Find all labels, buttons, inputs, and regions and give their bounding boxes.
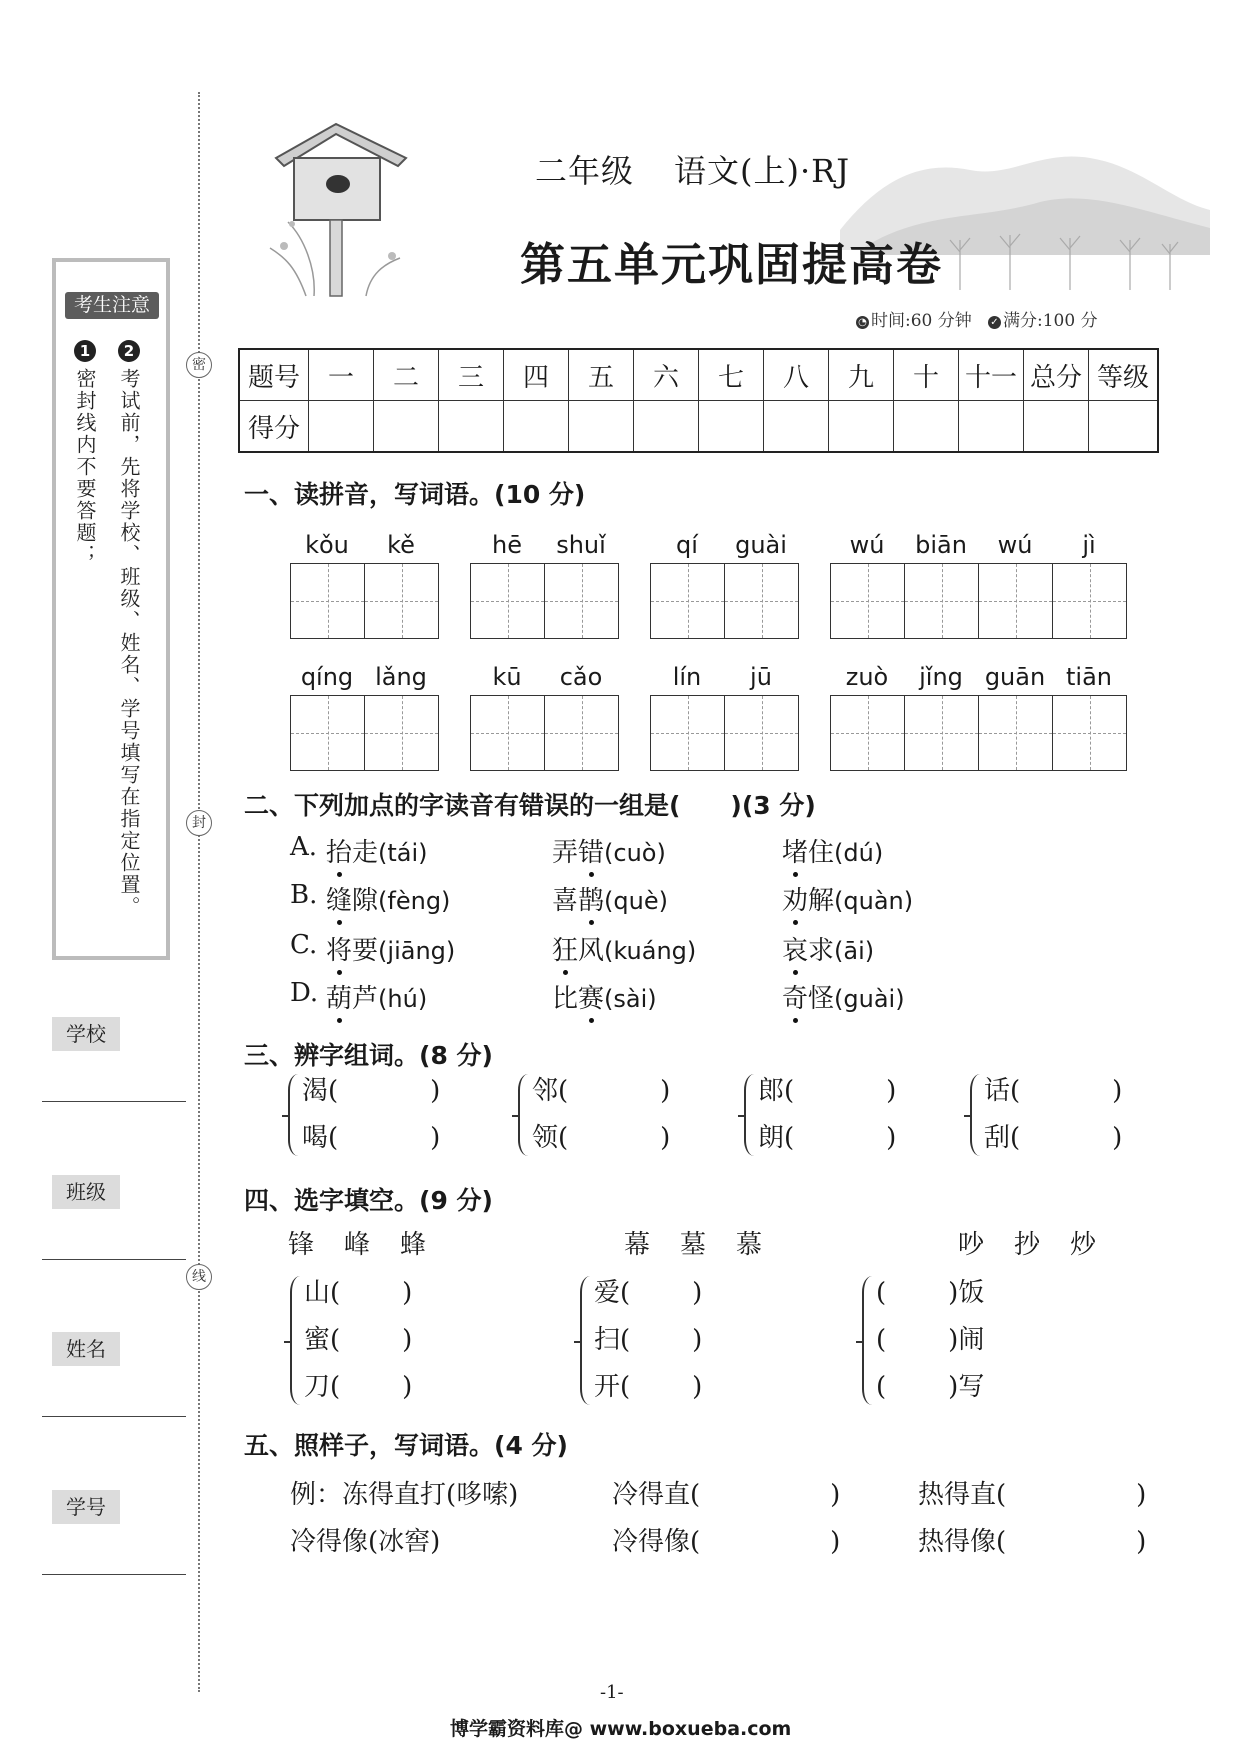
q5-points: (4 分) <box>494 1431 568 1460</box>
school-label: 学校 <box>52 1017 120 1051</box>
q3-char: 话 <box>984 1076 1011 1106</box>
writing-box[interactable] <box>365 696 439 770</box>
writing-box[interactable] <box>651 696 725 770</box>
q4-heading <box>244 1181 493 1217</box>
writing-box[interactable] <box>979 564 1053 638</box>
pinyin-reading: (fèng) <box>378 887 451 915</box>
word-suffix: 求 <box>808 936 835 966</box>
q1-title: 一、读拼音，写词语。 <box>244 480 495 509</box>
score-cell[interactable] <box>699 401 764 453</box>
pinyin-group <box>650 659 799 771</box>
score-cell[interactable] <box>1089 401 1159 453</box>
q2-word <box>782 832 883 869</box>
score-cell[interactable] <box>764 401 829 453</box>
class-field[interactable] <box>42 1259 186 1260</box>
q3-blank[interactable] <box>518 1068 670 1115</box>
notice-number-2: 2 <box>118 340 140 362</box>
school-field[interactable] <box>42 1101 186 1102</box>
candidate-char: 炒 <box>1070 1230 1097 1260</box>
score-table-score-row <box>239 401 1158 453</box>
word-prefix: 弄 <box>552 838 579 868</box>
close-paren: ) <box>886 1076 897 1106</box>
q2-word <box>552 880 668 917</box>
footer-site: 博学霸资料库@ www.boxueba.com <box>450 1718 792 1740</box>
pinyin-group <box>290 527 439 639</box>
q3-points: (8 分) <box>419 1041 493 1070</box>
q2-word <box>326 880 450 917</box>
open-paren: ( <box>558 1076 569 1106</box>
writing-box[interactable] <box>545 696 619 770</box>
dotted-char: 奇 <box>782 984 809 1014</box>
seal-mark-xian: 线 <box>186 1264 212 1290</box>
q3-blank[interactable] <box>970 1115 1122 1162</box>
notice-text-2: 考试前，先将学校、班级、姓名、学号填写在指定位置。 <box>117 368 141 918</box>
word-suffix: 风 <box>578 936 605 966</box>
q4-blank[interactable]: 山( ) <box>304 1278 413 1308</box>
word-prefix: 喜 <box>552 886 579 916</box>
q2-word <box>552 832 666 869</box>
writing-box[interactable] <box>905 564 979 638</box>
q3-char: 刮 <box>984 1123 1011 1153</box>
q2-option-label[interactable]: A. <box>290 832 318 862</box>
pinyin-group <box>290 659 439 771</box>
candidate-char: 蜂 <box>400 1230 427 1260</box>
dotted-char: 错 <box>578 838 605 868</box>
pinyin-label: kě <box>387 531 415 559</box>
q2-word <box>326 832 428 869</box>
open-paren: ( <box>784 1076 795 1106</box>
q3-char: 朗 <box>758 1123 785 1153</box>
close-paren: ) <box>1112 1123 1123 1153</box>
q3-char: 喝 <box>302 1123 329 1153</box>
notice-item-2 <box>116 340 142 922</box>
q2-word <box>326 930 455 967</box>
q3-blank[interactable] <box>744 1068 896 1115</box>
dotted-char: 将 <box>326 936 353 966</box>
score-header-cell: 题号 <box>239 349 309 401</box>
q4-blank[interactable]: ( )闹 <box>876 1325 985 1355</box>
writing-box[interactable] <box>905 696 979 770</box>
candidate-char: 幕 <box>624 1230 651 1260</box>
open-paren: ( <box>328 1123 339 1153</box>
pinyin-group <box>830 659 1127 771</box>
score-header-cell: 二 <box>374 349 439 401</box>
pinyin-reading: (dú) <box>834 839 884 867</box>
q4-candidate-chars <box>288 1224 456 1261</box>
pinyin-reading: (sài) <box>604 985 657 1013</box>
score-table <box>238 348 1159 453</box>
q5-blank[interactable]: 热得直( ) <box>918 1480 1147 1510</box>
clock-icon: ◔ <box>856 316 869 329</box>
q4-char: 刀 <box>304 1372 331 1402</box>
open-paren: ( <box>558 1123 569 1153</box>
q3-pair <box>744 1068 896 1162</box>
pinyin-label: tiān <box>1066 663 1112 691</box>
q3-blank[interactable] <box>288 1068 440 1115</box>
candidate-char: 墓 <box>680 1230 707 1260</box>
q4-candidate-chars <box>624 1224 792 1261</box>
dotted-char: 鹊 <box>578 886 605 916</box>
close-paren: ) <box>1112 1076 1123 1106</box>
q4-blank[interactable]: 刀( ) <box>304 1372 413 1402</box>
q5-blank[interactable]: 冷得直( ) <box>612 1480 841 1510</box>
pinyin-group <box>650 527 799 639</box>
word-suffix: 要 <box>352 936 379 966</box>
writing-box[interactable] <box>471 696 545 770</box>
writing-box[interactable] <box>725 696 799 770</box>
brace-icon <box>862 1276 874 1405</box>
student-id-label: 学号 <box>52 1490 120 1524</box>
word-suffix: 怪 <box>808 984 835 1014</box>
candidate-char: 慕 <box>736 1230 763 1260</box>
brace-icon <box>288 1074 300 1156</box>
student-id-field[interactable] <box>42 1574 186 1575</box>
pinyin-label: guài <box>735 531 787 559</box>
score-cell[interactable] <box>829 401 894 453</box>
pinyin-label: jì <box>1082 531 1096 559</box>
score-row-label: 得分 <box>239 401 309 453</box>
pinyin-label: wú <box>849 531 885 559</box>
brace-icon <box>518 1074 530 1156</box>
q2-option-label[interactable]: C. <box>290 930 318 960</box>
score-cell[interactable] <box>894 401 959 453</box>
q2-word <box>782 930 874 967</box>
q4-blank[interactable]: ( )写 <box>876 1372 985 1402</box>
q4-char: 蜜 <box>304 1325 331 1355</box>
q2-option-label[interactable]: B. <box>290 880 318 910</box>
writing-box[interactable] <box>1053 696 1127 770</box>
pinyin-reading: (āi) <box>834 937 875 965</box>
q3-pair <box>970 1068 1122 1162</box>
pinyin-label: qíng <box>300 663 354 691</box>
q4-candidate-chars <box>958 1224 1126 1261</box>
q3-char: 领 <box>532 1123 559 1153</box>
q2-heading <box>244 786 816 822</box>
dotted-char: 抬 <box>326 838 353 868</box>
score-header-cell: 八 <box>764 349 829 401</box>
pinyin-label: guān <box>984 663 1046 691</box>
score-header-cell: 十 <box>894 349 959 401</box>
q4-group <box>862 1270 984 1411</box>
name-label: 姓名 <box>52 1332 120 1366</box>
dotted-char: 缝 <box>326 886 353 916</box>
score-header-cell: 五 <box>569 349 634 401</box>
notice-title: 考生注意 <box>65 292 159 319</box>
q3-blank[interactable] <box>970 1068 1122 1115</box>
score-header-cell: 七 <box>699 349 764 401</box>
close-paren: ) <box>660 1076 671 1106</box>
score-cell[interactable] <box>634 401 699 453</box>
q4-char: 山 <box>304 1278 331 1308</box>
q5-heading <box>244 1426 568 1462</box>
dotted-char: 哀 <box>782 936 809 966</box>
exam-info <box>856 306 1098 331</box>
writing-box[interactable] <box>831 564 905 638</box>
writing-box[interactable] <box>291 564 365 638</box>
score-table-header-row <box>239 349 1158 401</box>
score-cell[interactable] <box>309 401 374 453</box>
q5-blank[interactable]: 冷得像( ) <box>612 1527 841 1557</box>
q5-prompt: 冷得像 <box>612 1527 691 1557</box>
q2-word <box>326 978 427 1015</box>
grade-label: 二年级 <box>535 152 635 190</box>
pinyin-label: cǎo <box>559 663 603 691</box>
score-cell[interactable] <box>1024 401 1089 453</box>
q4-char: 爱 <box>594 1278 621 1308</box>
grade-subject-line <box>535 146 850 192</box>
q4-blank[interactable]: 蜜( ) <box>304 1325 413 1355</box>
page-title: 第五单元巩固提高卷 <box>520 238 944 291</box>
notice-text-1: 密封线内不要答题； <box>73 368 97 566</box>
brace-icon <box>970 1074 982 1156</box>
q1-points: (10 分) <box>494 480 586 509</box>
score-header-cell: 六 <box>634 349 699 401</box>
word-suffix: 解 <box>808 886 835 916</box>
q4-blank[interactable]: ( )饭 <box>876 1278 985 1308</box>
brace-icon <box>290 1276 302 1405</box>
pinyin-label: lǎng <box>375 663 427 691</box>
score-cell[interactable] <box>504 401 569 453</box>
writing-box[interactable] <box>831 696 905 770</box>
q5-example-1: 例：冻得直打(哆嗦) <box>290 1480 519 1510</box>
word-prefix: 比 <box>552 984 579 1014</box>
pinyin-label: lín <box>672 663 702 691</box>
close-paren: ) <box>430 1076 441 1106</box>
pinyin-label: wú <box>997 531 1033 559</box>
q5-prompt: 热得像 <box>918 1527 997 1557</box>
word-suffix: 走 <box>352 838 379 868</box>
q5-title: 五、照样子，写词语。 <box>244 1431 495 1460</box>
writing-box[interactable] <box>545 564 619 638</box>
pinyin-reading: (quàn) <box>834 887 914 915</box>
q4-group <box>290 1270 412 1411</box>
score-header-cell: 九 <box>829 349 894 401</box>
score-cell[interactable] <box>959 401 1024 453</box>
q4-char: 写 <box>958 1372 985 1402</box>
open-paren: ( <box>328 1076 339 1106</box>
pinyin-label: jū <box>750 663 772 691</box>
writing-box[interactable] <box>979 696 1053 770</box>
score-cell[interactable] <box>439 401 504 453</box>
pinyin-label: hē <box>492 531 522 559</box>
pinyin-group <box>470 659 619 771</box>
notice-number-1: 1 <box>74 340 96 362</box>
candidate-char: 吵 <box>958 1230 985 1260</box>
q3-char: 郎 <box>758 1076 785 1106</box>
score-header-cell: 十一 <box>959 349 1024 401</box>
score-header-cell: 总分 <box>1024 349 1089 401</box>
pinyin-reading: (kuáng) <box>604 937 697 965</box>
q3-title: 三、辨字组词。 <box>244 1041 420 1070</box>
dotted-char: 赛 <box>578 984 605 1014</box>
pinyin-reading: (tái) <box>378 839 428 867</box>
name-field[interactable] <box>42 1416 186 1417</box>
pinyin-group <box>830 527 1127 639</box>
q3-pair <box>518 1068 670 1162</box>
q3-char: 邻 <box>532 1076 559 1106</box>
q3-blank[interactable] <box>518 1115 670 1162</box>
score-header-cell: 等级 <box>1089 349 1159 401</box>
q2-title: 二、下列加点的字读音有错误的一组是( ) <box>244 791 742 820</box>
q3-heading <box>244 1036 493 1072</box>
open-paren: ( <box>784 1123 795 1153</box>
score-header-cell: 一 <box>309 349 374 401</box>
writing-box[interactable] <box>725 564 799 638</box>
q3-pair <box>288 1068 440 1162</box>
brace-icon <box>580 1276 592 1405</box>
seal-line <box>198 92 200 1692</box>
score-cell[interactable] <box>569 401 634 453</box>
open-paren: ( <box>1010 1076 1021 1106</box>
word-suffix: 芦 <box>352 984 379 1014</box>
pinyin-reading: (cuò) <box>604 839 666 867</box>
pinyin-label: jǐng <box>919 663 963 691</box>
writing-box[interactable] <box>291 696 365 770</box>
writing-box[interactable] <box>651 564 725 638</box>
q2-word <box>552 930 696 967</box>
q5-prompt: 冷得直 <box>612 1480 691 1510</box>
q5-blank[interactable]: 热得像( ) <box>918 1527 1147 1557</box>
brace-icon <box>744 1074 756 1156</box>
time-limit: 时间:60 分钟 <box>871 311 972 331</box>
check-icon: ✓ <box>988 316 1001 329</box>
pinyin-label: biān <box>915 531 967 559</box>
dotted-char: 狂 <box>552 936 579 966</box>
q2-points: (3 分) <box>741 791 816 820</box>
q4-char: 闹 <box>958 1325 985 1355</box>
q2-word <box>552 978 657 1015</box>
full-score: 满分:100 分 <box>1002 311 1098 331</box>
pinyin-group <box>470 527 619 639</box>
q5-example-2: 冷得像(冰窖) <box>290 1527 441 1557</box>
seal-mark-mi: 密 <box>186 352 212 378</box>
score-header-cell: 四 <box>504 349 569 401</box>
class-label: 班级 <box>52 1175 120 1209</box>
dotted-char: 葫 <box>326 984 353 1014</box>
q2-word <box>782 978 905 1015</box>
q4-char: 开 <box>594 1372 621 1402</box>
q3-char: 渴 <box>302 1076 329 1106</box>
q2-word <box>782 880 913 917</box>
candidate-char: 抄 <box>1014 1230 1041 1260</box>
open-paren: ( <box>1010 1123 1021 1153</box>
writing-box[interactable] <box>365 564 439 638</box>
q4-char: 饭 <box>958 1278 985 1308</box>
pinyin-label: qí <box>676 531 698 559</box>
close-paren: ) <box>660 1123 671 1153</box>
pinyin-reading: (guài) <box>834 985 905 1013</box>
seal-mark-feng: 封 <box>186 810 212 836</box>
dotted-char: 劝 <box>782 886 809 916</box>
q5-prompt: 热得直 <box>918 1480 997 1510</box>
pinyin-label: kǒu <box>305 531 349 559</box>
notice-item-1 <box>72 340 98 570</box>
pinyin-label: shuǐ <box>556 531 606 559</box>
q4-title: 四、选字填空。 <box>244 1186 420 1215</box>
subject-label: 语文(上)·RJ <box>674 152 851 190</box>
pinyin-reading: (jiāng) <box>378 937 456 965</box>
pinyin-reading: (què) <box>604 887 668 915</box>
q4-blank[interactable]: 爱( ) <box>594 1278 703 1308</box>
candidate-char: 锋 <box>288 1230 315 1260</box>
word-suffix: 住 <box>808 838 835 868</box>
word-suffix: 隙 <box>352 886 379 916</box>
candidate-char: 峰 <box>344 1230 371 1260</box>
score-cell[interactable] <box>374 401 439 453</box>
q4-group <box>580 1270 702 1411</box>
pinyin-label: kū <box>492 663 522 691</box>
q4-blank[interactable]: 开( ) <box>594 1372 703 1402</box>
score-header-cell: 三 <box>439 349 504 401</box>
close-paren: ) <box>886 1123 897 1153</box>
dotted-char: 堵 <box>782 838 809 868</box>
close-paren: ) <box>430 1123 441 1153</box>
birdhouse-illustration <box>266 118 416 298</box>
exam-notice-box <box>52 258 170 960</box>
q4-points: (9 分) <box>419 1186 493 1215</box>
q3-blank[interactable] <box>744 1115 896 1162</box>
q4-char: 扫 <box>594 1325 621 1355</box>
q3-blank[interactable] <box>288 1115 440 1162</box>
writing-box[interactable] <box>1053 564 1127 638</box>
q2-option-label[interactable]: D. <box>290 978 319 1008</box>
page-number: -1- <box>600 1682 624 1703</box>
pinyin-reading: (hú) <box>378 985 428 1013</box>
q1-heading <box>244 475 585 511</box>
pinyin-label: zuò <box>845 663 889 691</box>
q4-blank[interactable]: 扫( ) <box>594 1325 703 1355</box>
writing-box[interactable] <box>471 564 545 638</box>
